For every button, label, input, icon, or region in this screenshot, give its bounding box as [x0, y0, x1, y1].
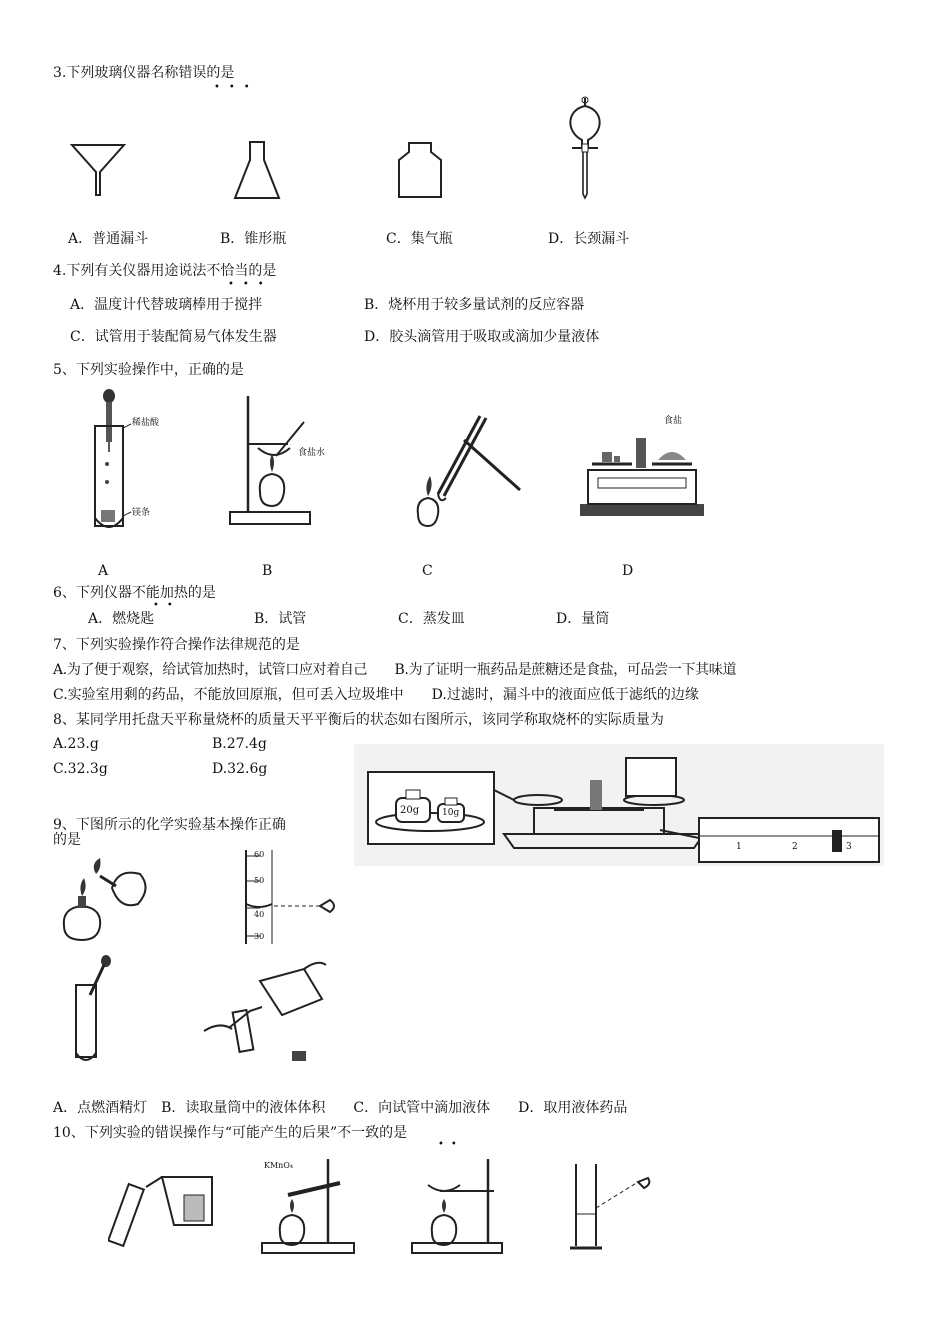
q8-option-c: C.32.3g: [53, 761, 108, 777]
balance-weighing-figure: [354, 744, 884, 866]
q4-stem: 4.下列有关仪器用途说法不恰当的是: [53, 263, 277, 279]
q6-option-a: A．燃烧匙: [88, 611, 155, 627]
dropper-into-test-tube-figure: [68, 955, 118, 1067]
pouring-into-test-tube-figure: [108, 1165, 228, 1247]
weight-20g-label: 20g: [400, 805, 420, 816]
q3-option-a: A．普通漏斗: [68, 231, 149, 247]
cylinder-mark-60: 60: [254, 850, 265, 859]
balance-figure: [578, 420, 708, 520]
q3-option-c: C．集气瓶: [386, 231, 453, 247]
q4-option-b: B．烧杯用于较多量试剂的反应容器: [364, 297, 585, 313]
cylinder-reading-figure: [566, 1162, 656, 1256]
q8-option-b: B.27.4g: [212, 736, 267, 752]
q6-option-d: D．量筒: [556, 611, 610, 627]
emphasis-dots: •••: [228, 279, 273, 290]
fig-label-hcl: 稀盐酸: [132, 418, 160, 428]
q3-option-d: D．长颈漏斗: [548, 231, 630, 247]
ruler-mark-1: 1: [736, 842, 742, 852]
q5-label-c: C: [422, 563, 433, 579]
q5-label-b: B: [262, 563, 273, 579]
q5-label-d: D: [622, 563, 634, 579]
emphasis-dots: ••: [438, 1139, 464, 1150]
cylinder-mark-50: 50: [254, 876, 265, 885]
q3-option-b: B．锥形瓶: [220, 231, 287, 247]
weight-10g-label: 10g: [442, 808, 460, 818]
evaporating-dish-heating-figure: [410, 1155, 505, 1257]
q8-option-a: A.23.g: [53, 736, 99, 752]
ruler-mark-2: 2: [792, 842, 798, 852]
emphasis-dots: •••: [214, 82, 259, 93]
emphasis-dots: ••: [153, 600, 181, 611]
cylinder-mark-40: 40: [254, 910, 265, 919]
q3-stem: 3.下列玻璃仪器名称错误的是: [53, 65, 235, 81]
separatory-funnel-figure: [560, 96, 610, 200]
q4-option-c: C．试管用于装配简易气体发生器: [70, 329, 277, 345]
q7-stem: 7、下列实验操作符合操作法律规范的是: [53, 637, 300, 653]
q6-option-c: C．蒸发皿: [398, 611, 465, 627]
lighting-alcohol-lamps-figure: [60, 848, 160, 944]
heating-test-tube-figure: [400, 410, 525, 530]
fig-label-mg: 镁条: [132, 508, 151, 518]
q9-stem-line-2: 的是: [53, 832, 81, 848]
q7-line-2: C.实验室用剩的药品，不能放回原瓶，但可丢入垃圾堆中 D.过滤时，漏斗中的液面应低于滤纸的边缘: [53, 687, 699, 703]
evaporation-setup-figure: [228, 392, 348, 532]
cylinder-mark-30: 30: [254, 932, 265, 941]
q10-stem: 10、下列实验的错误操作与“可能产生的后果”不一致的是: [53, 1125, 408, 1141]
q7-line-1: A.为了便于观察，给试管加热时，试管口应对着自己 B.为了证明一瓶药品是蔗糖还是食盐，可品尝一下其味道: [53, 662, 737, 678]
fig-label-salt: 食盐: [664, 416, 683, 426]
q8-option-d: D.32.6g: [212, 761, 268, 777]
q8-stem: 8、某同学用托盘天平称量烧杯的质量天平平衡后的状态如右图所示，该同学称取烧杯的实际质量为: [53, 712, 664, 728]
fig-label-salt-water: 食盐水: [298, 448, 326, 458]
q4-option-d: D．胶头滴管用于吸取或滴加少量液体: [364, 329, 600, 345]
q6-stem: 6、下列仪器不能加热的是: [53, 585, 216, 601]
q9-stem-line-1: 9、下图所示的化学实验基本操作正确: [53, 817, 286, 833]
q5-label-a: A: [98, 563, 109, 579]
q9-options: A．点燃酒精灯 B．读取量筒中的液体体积 C．向试管中滴加液体 D．取用液体药品: [53, 1100, 628, 1116]
conical-flask-figure: [232, 138, 282, 202]
ruler-mark-3: 3: [846, 842, 852, 852]
q5-stem: 5、下列实验操作中，正确的是: [53, 362, 244, 378]
measuring-cylinder-reading-figure: [230, 848, 350, 948]
fig-label-kmno4: KMnO₄: [264, 1161, 294, 1170]
q6-option-b: B．试管: [254, 611, 307, 627]
q4-option-a: A．温度计代替玻璃棒用于搅拌: [70, 297, 263, 313]
gas-jar-figure: [395, 140, 445, 200]
pouring-liquid-figure: [200, 955, 335, 1067]
funnel-figure: [68, 140, 128, 200]
